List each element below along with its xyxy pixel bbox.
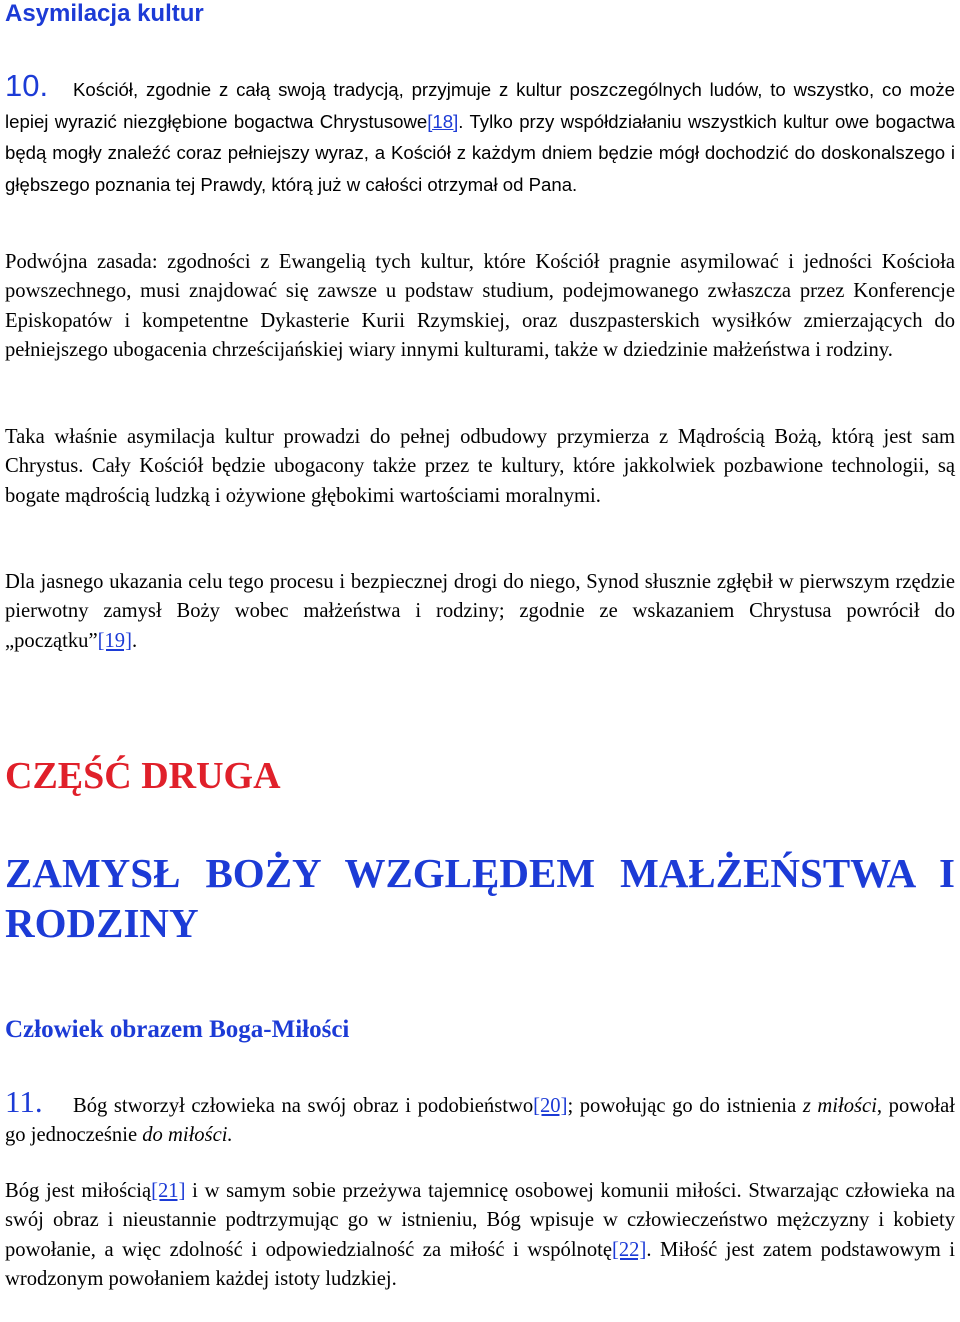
subheading: Człowiek obrazem Boga-Miłości <box>5 1016 350 1043</box>
paragraph-text: , powołał go jednocześnie <box>5 1095 955 1147</box>
paragraph-text: . <box>131 629 138 652</box>
paragraph-text: ; powołując go do istnienia <box>567 1095 803 1117</box>
emphasis-text: do miłości. <box>142 1124 233 1147</box>
paragraph-dla <box>5 568 955 656</box>
paragraph-10 <box>5 70 955 200</box>
paragraph-text: Cały Kościół będzie ubogacony także przez te kultury, które jakkolwiek pozbawione technologii, są bogate mądrością ludzką i ożywione głębokimi wartościami moralnymi. <box>5 455 955 507</box>
footnote-link-19[interactable]: [19] <box>97 629 132 652</box>
paragraph-bog <box>5 1177 955 1294</box>
paragraph-text: Dla jasnego ukazania celu tego procesu i bezpiecznej drogi do niego, <box>5 571 587 593</box>
paragraph-text: i w samym sobie przeżywa tajemnicę osobowej komunii miłości. Stwarzając człowieka na swój obraz i nieustannie podtrzymując go w istnieniu, Bóg wpisuje w człowieczeństwo mężczyzny i kobiety powołanie, a więc zdolność i odpowiedzialność za miłość i wspólnotę <box>5 1180 956 1261</box>
paragraph-text: Bóg stworzył człowieka na swój obraz i podobieństwo <box>73 1095 534 1117</box>
part-heading: CZĘŚĆ DRUGA <box>5 755 281 797</box>
part-title: ZAMYSŁ BOŻY WZGLĘDEM MAŁŻEŃSTWA I RODZINY <box>5 850 955 946</box>
paragraph-number: 10. <box>5 68 49 103</box>
footnote-link-18[interactable]: [18] <box>427 110 459 132</box>
footnote-link-22[interactable]: [22] <box>612 1238 647 1261</box>
paragraph-text: Synod słusznie zgłębił w pierwszym rzędzie pierwotny zamysł Boży wobec małżeństwa i rodziny; zgodnie ze wskazaniem Chrystusa powrócił do „początku” <box>5 571 955 652</box>
footnote-link-20[interactable]: [20] <box>533 1095 568 1117</box>
section-heading: Asymilacja kultur <box>5 0 204 27</box>
paragraph-text: . Miłość jest zatem podstawowym i wrodzonym powołaniem każdej istoty ludzkiej. <box>5 1238 955 1290</box>
paragraph-taka <box>5 423 955 511</box>
paragraph-number: 11. <box>5 1084 43 1119</box>
paragraph-text: Bóg jest miłością <box>5 1180 152 1202</box>
paragraph-text: Taka właśnie asymilacja kultur prowadzi do pełnej odbudowy przymierza z Mądrością Bożą, którą jest sam Chrystus. <box>5 426 955 478</box>
paragraph-text: Kościół, zgodnie z całą swoją tradycją, przyjmuje z kultur poszczególnych ludów, to wszystko, co może lepiej wyrazić niezgłębione bogactwa Chrystusowe <box>5 79 955 132</box>
footnote-link-21[interactable]: [21] <box>151 1180 186 1202</box>
paragraph-text: . Tylko przy współdziałaniu wszystkich kultur owe bogactwa będą mogły znaleźć coraz pełniejszy wyraz, a Kościół z każdym dniem będzie mógł dochodzić do doskonalszego i głębszego poznania tej Prawdy, którą już w całości otrzymał od Pana. <box>5 110 956 195</box>
paragraph-podwojna: Podwójna zasada: zgodności z Ewangelią tych kultur, które Kościół pragnie asymilować i jedności Kościoła powszechnego, musi znajdować się zawsze u podstaw studium, podejmowanego zwłaszcza przez Konferencje Episkopatów i kompetentne Dykasterie Kurii Rzymskiej, oraz duszpasterskich wysiłków zmierzających do pełniejszego ubogacenia chrześcijańskiej wiary innymi kulturami, także w dziedzinie małżeństwa i rodziny. <box>5 251 955 361</box>
paragraph-11 <box>5 1086 955 1151</box>
emphasis-text: z miłości <box>802 1095 877 1117</box>
